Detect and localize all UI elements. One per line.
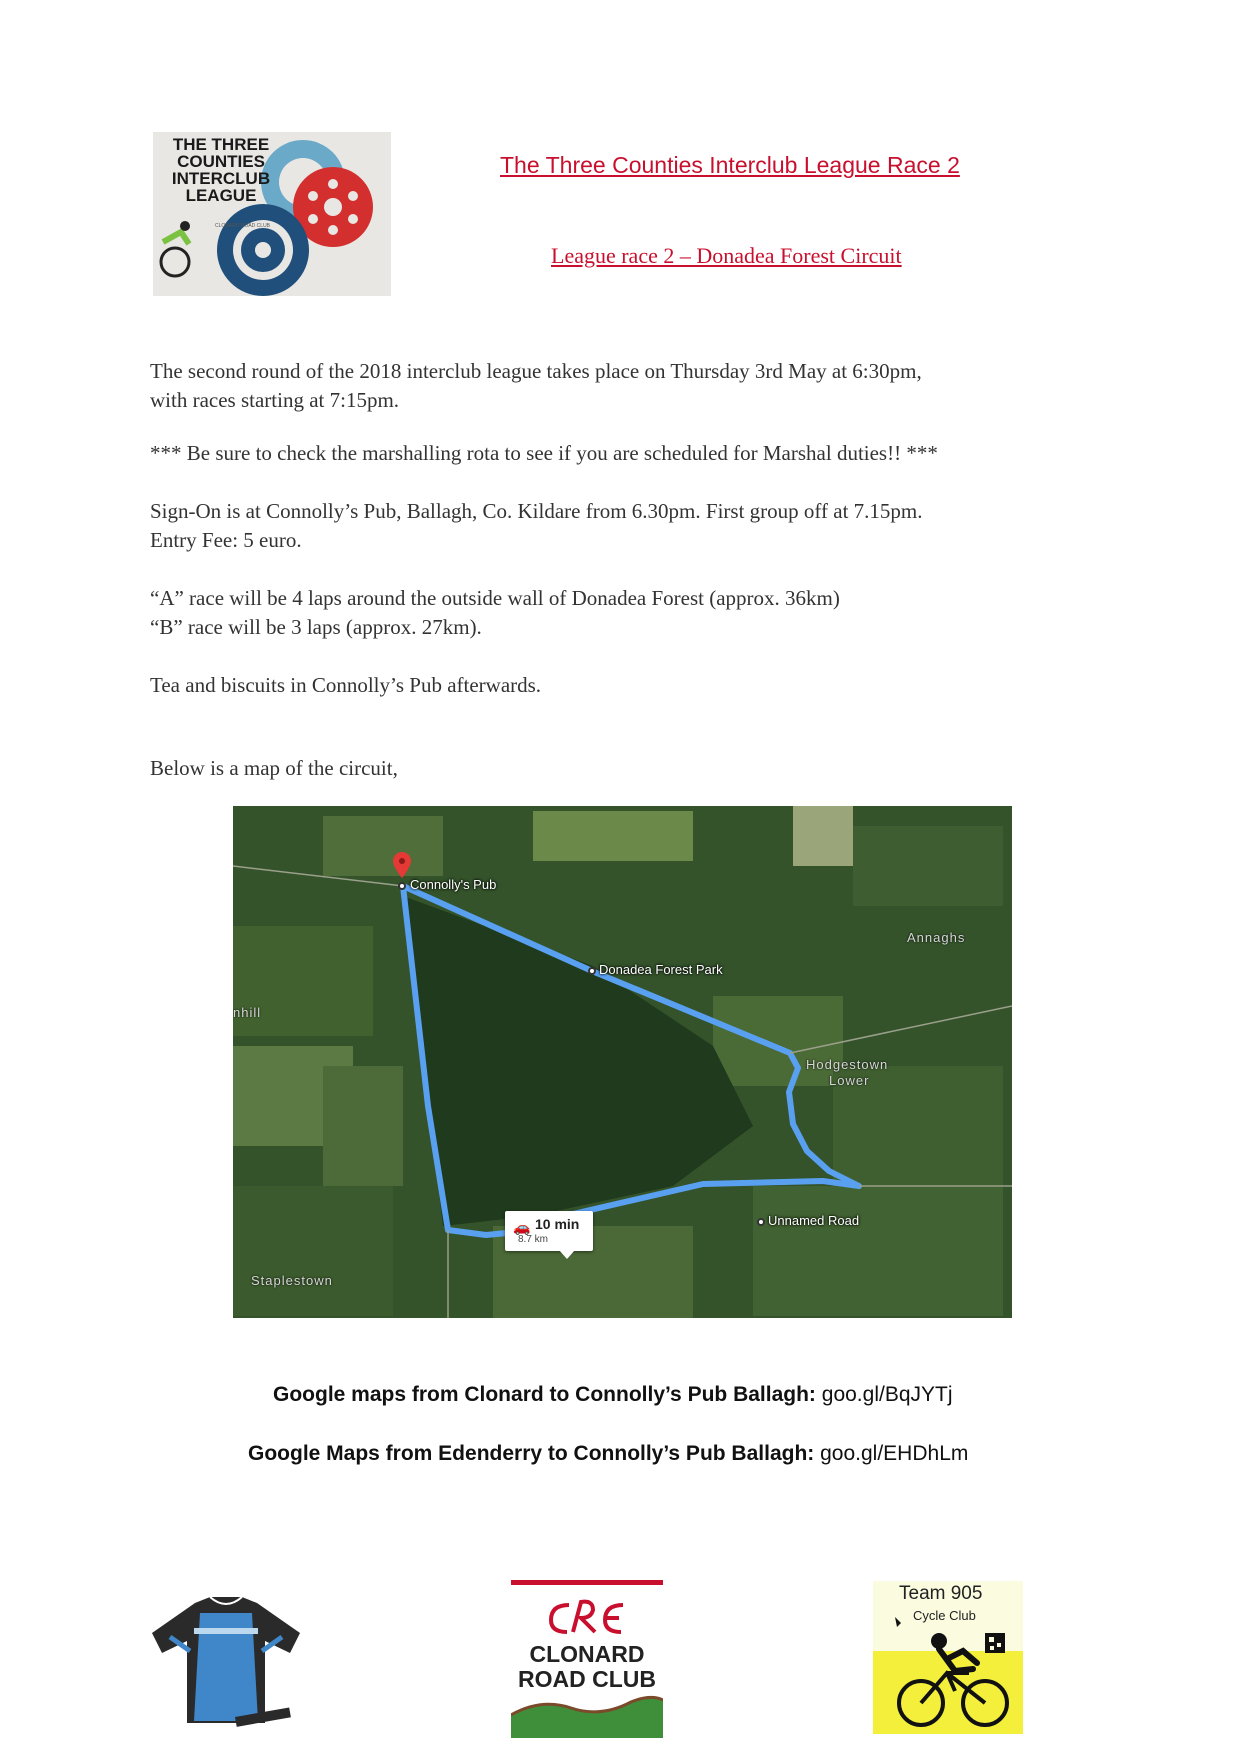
race-b-text: “B” race will be 3 laps (approx. 27km). <box>150 615 482 639</box>
intro-line-2: with races starting at 7:15pm. <box>150 388 400 412</box>
edenderry-directions <box>248 1442 968 1466</box>
clonard-directions-label: Google maps from Clonard to Connolly’s Pub Ballagh: <box>273 1383 816 1406</box>
race-a-text: “A” race will be 4 laps around the outside wall of Donadea Forest (approx. 36km) <box>150 586 840 610</box>
map-place-nhill: nhill <box>233 1005 262 1020</box>
clonard-logo-line-1: CLONARD <box>529 1641 645 1667</box>
clonard-road-club-logo <box>511 1580 663 1738</box>
map-place-hodgestown-2: Lower <box>829 1073 870 1088</box>
route-box-pointer <box>559 1250 575 1259</box>
map-satellite-graphic <box>233 806 1012 1318</box>
map-label-pub: Connolly's Pub <box>410 877 497 892</box>
map-dot-unnamed <box>757 1218 765 1226</box>
team-905-logo <box>873 1581 1023 1734</box>
jersey-icon <box>150 1593 302 1731</box>
league-logo-subtext: CLONARD ROAD CLUB <box>215 223 271 229</box>
tea-text: Tea and biscuits in Connolly’s Pub afterwards. <box>150 673 542 697</box>
clonard-directions-url[interactable]: goo.gl/BqJYTj <box>821 1383 953 1406</box>
intro-line-1: The second round of the 2018 interclub league takes place on Thursday 3rd May at 6:30pm, <box>150 359 922 383</box>
team-logo-title: Team 905 <box>899 1583 983 1604</box>
league-logo <box>153 132 391 296</box>
map-dot-forest <box>588 967 596 975</box>
page-title: The Three Counties Interclub League Race 2 <box>500 152 960 178</box>
page-subtitle: League race 2 – Donadea Forest Circuit <box>551 243 902 268</box>
edenderry-directions-label: Google Maps from Edenderry to Connolly’s Pub Ballagh: <box>248 1442 815 1465</box>
circuit-map <box>233 806 1012 1318</box>
map-label-forest: Donadea Forest Park <box>599 962 723 977</box>
car-icon: 🚗 <box>513 1219 531 1235</box>
route-distance: 8.7 km <box>518 1234 549 1245</box>
clonard-logo-line-2: ROAD CLUB <box>518 1666 656 1692</box>
map-place-hodgestown-1: Hodgestown <box>806 1057 889 1072</box>
map-pin-icon <box>393 852 411 878</box>
map-place-staplestown: Staplestown <box>251 1273 333 1288</box>
jersey-logo <box>150 1593 302 1731</box>
edenderry-directions-url[interactable]: goo.gl/EHDhLm <box>820 1442 969 1465</box>
map-intro-text: Below is a map of the circuit, <box>150 756 398 780</box>
route-time: 10 min <box>535 1216 580 1232</box>
clonard-directions <box>273 1383 953 1407</box>
route-info-box <box>505 1211 593 1251</box>
marshal-note: *** Be sure to check the marshalling rota to see if you are scheduled for Marshal duties!! *** <box>150 441 938 465</box>
team-logo-subtitle: Cycle Club <box>913 1608 976 1623</box>
map-dot-pub <box>398 882 406 890</box>
signon-line-1: Sign-On is at Connolly’s Pub, Ballagh, Co. Kildare from 6.30pm. First group off at 7.15pm. <box>150 499 923 523</box>
signon-line-2: Entry Fee: 5 euro. <box>150 528 302 552</box>
league-logo-text: THE THREE COUNTIES INTERCLUB LEAGUE <box>171 135 271 205</box>
map-label-unnamed: Unnamed Road <box>768 1213 860 1228</box>
map-place-annaghs: Annaghs <box>907 930 966 945</box>
